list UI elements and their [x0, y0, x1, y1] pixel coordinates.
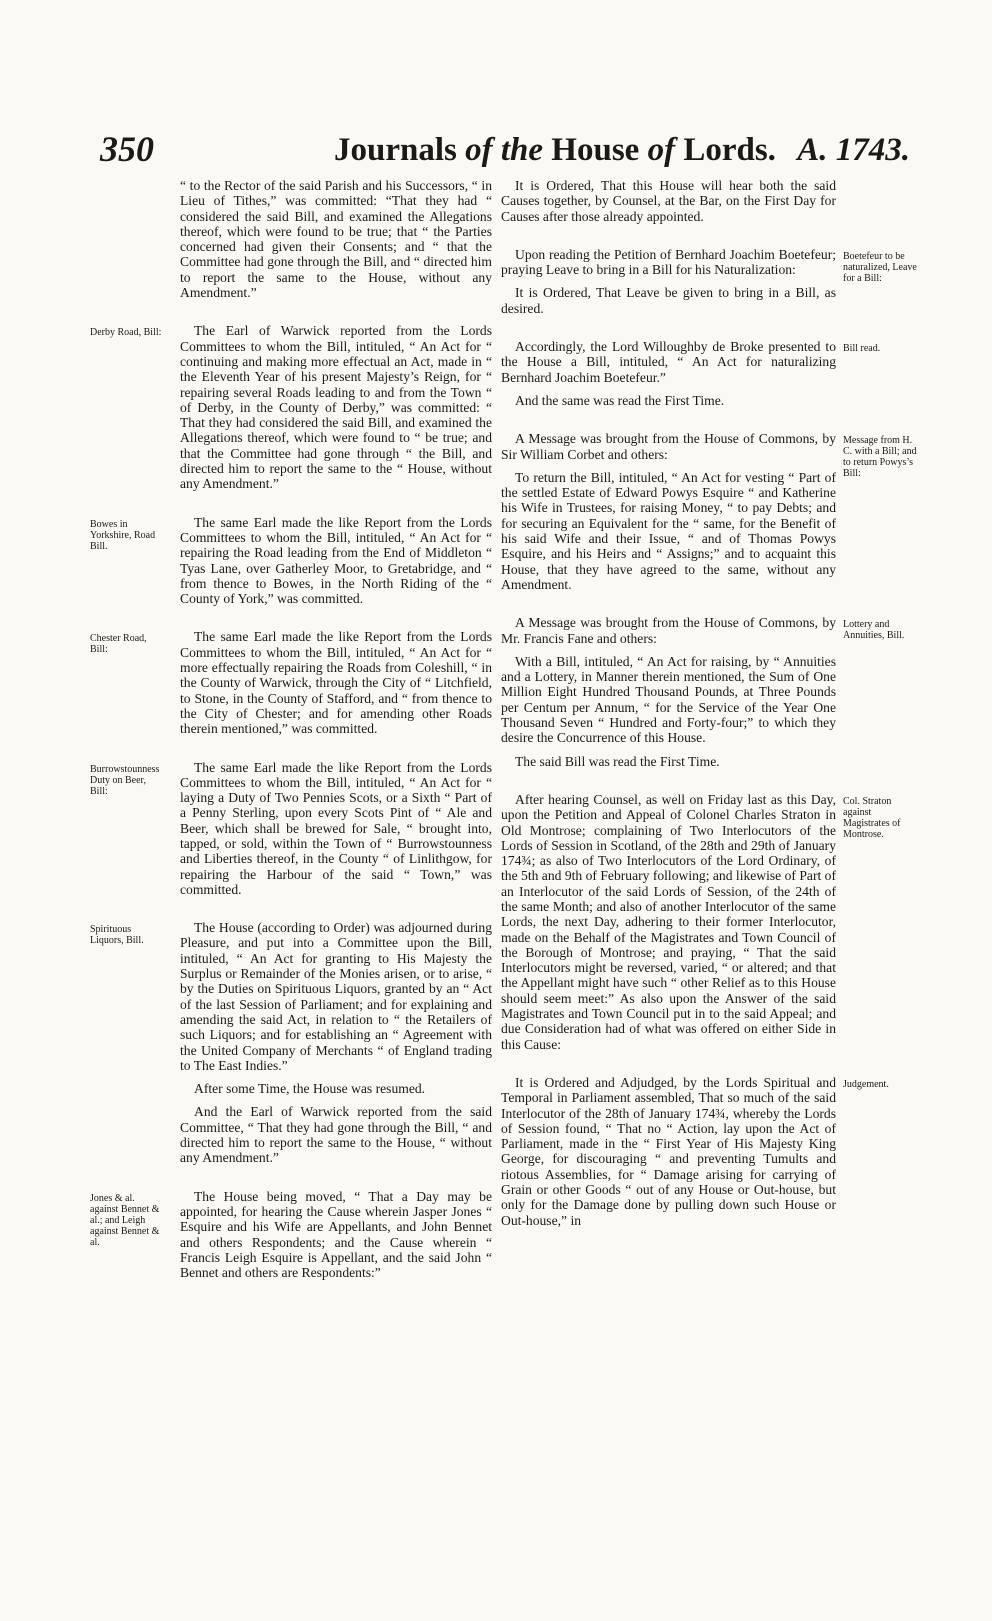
entry-paragraph: To return the Bill, intituled, “ An Act for vesting “ Part of the settled Estate of Edward Powys Esquire “ and Katherine his Wife in Trustees, for raising Money, “ to pay Debts; and for securing an Equivalent for the “ same, for the Benefit of his said Wife and their Issue, “ and of Thomas Powys Esquire, and his Heirs and “ Assigns;” and to acquaint this House, that they have agreed to the same, without any Amendment.	[501, 469, 836, 592]
entry-paragraph: The same Earl made the like Report from the Lords Committees to whom the Bill, intituled, “ An Act for “ more effectually repairing the Roads from Coleshill, “ in the County of Warwick, through the City of “ Litchfield, to Stone, in the County of Stafford, and “ from thence to the City of Chester; and for amending other Roads therein mentioned,” was committed.	[180, 629, 492, 737]
journal-entry	[501, 615, 905, 769]
entry-paragraph: The Earl of Warwick reported from the Lords Committees to whom the Bill, intituled, “ An Act for “ continuing and making more effectual an Act, made in “ the Eleventh Year of his present Majesty’s Reign, for “ repairing several Roads leading to and from the Town “ of Derby, in the County of Derby,” was committed: “ That they had considered the said Bill, and examined the Allegations thereof, which were found to “ be true; and that the Committee had gone through “ the Bill, and directed him to report the same to the “ House, without any Amendment.”	[180, 323, 492, 492]
entry-paragraph: A Message was brought from the House of Commons, by Sir William Corbet and others:	[501, 431, 836, 462]
margin-note: Bowes in Yorkshire, Road Bill.	[90, 518, 156, 552]
entry-paragraph: The same Earl made the like Report from the Lords Committees to whom the Bill, intituled, “ An Act for “ repairing the Road leading from the End of Middleton “ Tyas Lane, over Gatherley Moor, to Gretabridge, and “ from thence to Bowes, in the North Riding of the “ County of York,” was committed.	[180, 514, 492, 607]
journal-entry	[90, 759, 492, 898]
right-column	[501, 178, 917, 1251]
entry-paragraph: And the Earl of Warwick reported from the said Committee, “ That they had gone through the Bill, “ and directed him to report the same to the House, “ without any Amendment.”	[180, 1104, 492, 1166]
margin-note: Burrowstounness Duty on Beer, Bill:	[90, 763, 160, 797]
journal-entry	[90, 323, 492, 492]
page-number: 350	[100, 129, 154, 169]
margin-note: Chester Road, Bill:	[90, 633, 147, 656]
entry-paragraph: The House being moved, “ That a Day may be appointed, for hearing the Cause wherein Jasper Jones “ Esquire and his Wife are Appellants, and John Bennet and others Respondents; and the Cause wherein “ Francis Leigh Esquire is Appellant, and the said John “ Bennet and others are Respondents:”	[180, 1188, 492, 1281]
entry-paragraph: It is Ordered and Adjudged, by the Lords Spiritual and Temporal in Parliament assembled, That so much of the said Interlocutor of the 28th of January 174¾, whereby the Lords of Session found, “ That no “ Action, lay upon the Act of Parliament, made in the “ First Year of His Majesty King George, for discouraging “ and preventing Tumults and riotous Assemblies, for “ Damage arising for carrying of Grain or other Goods “ out of any House or Out-house, but only for the Damage done by pulling down such House or Out-house,” in	[501, 1074, 836, 1228]
journal-entry	[90, 629, 492, 737]
entry-paragraph: Upon reading the Petition of Bernhard Joachim Boetefeur; praying Leave to bring in a Bill for his Naturalization:	[501, 246, 836, 278]
margin-note: Derby Road, Bill:	[90, 327, 162, 339]
margin-note: Bill read.	[843, 343, 881, 355]
margin-note: Judgement.	[843, 1078, 889, 1090]
journal-entry	[180, 178, 492, 300]
entry-paragraph: It is Ordered, That Leave be given to bring in a Bill, as desired.	[501, 285, 836, 316]
entry-paragraph: With a Bill, intituled, “ An Act for raising, by “ Annuities and a Lottery, in Manner therein mentioned, the Sum of One Million Eight Hundred Thousand Pounds, at Three Pounds per Centum per Annum, “ for the Service of the Year One Thousand Seven “ Hundred and Forty-four;” to which they desire the Concurrence of this House.	[501, 653, 836, 746]
entry-paragraph: And the same was read the First Time.	[515, 392, 725, 408]
journal-entry	[90, 1188, 492, 1281]
journal-entry	[501, 791, 901, 1052]
entry-paragraph: The same Earl made the like Report from the Lords Committees to whom the Bill, intituled, “ An Act for “ laying a Duty of Two Pennies Scots, or a Sixth “ Part of a Penny Sterling, upon every Scots Pint of “ Ale and Beer, which shall be brewed for Sale, “ brought into, tapped, or sold, within the Town of “ Burrowstounness and Liberties thereof, in the County “ of Linlithgow, for repairing the Harbour of the said “ Town,” was committed.	[180, 759, 492, 897]
journal-entry	[90, 920, 492, 1166]
margin-note: Boetefeur to be naturalized, Leave for a Bill:	[843, 250, 917, 284]
journal-entry	[501, 246, 917, 316]
margin-note: Col. Straton against Magistrates of Montrose.	[843, 795, 901, 840]
margin-note: Jones & al. against Bennet & al.; and Leigh against Bennet & al.	[90, 1192, 160, 1248]
journal-entry	[501, 1074, 889, 1228]
entry-paragraph: A Message was brought from the House of Commons, by Mr. Francis Fane and others:	[501, 615, 836, 646]
entry-paragraph: After some Time, the House was resumed.	[194, 1081, 426, 1097]
margin-note: Lottery and Annuities, Bill.	[843, 619, 905, 642]
entry-paragraph: The House (according to Order) was adjourned during Pleasure, and put into a Committee upon the Bill, intituled, “ An Act for granting to His Majesty the Surplus or Remainder of the Monies arisen, or to arise, “ by the Duties on Spirituous Liquors, granted by an “ Act of the last Session of Parliament; and for explaining and amending the said Act, in relation to “ the Retailers of such Liquors; and for establishing an “ Agreement with the United Company of Merchants “ of England trading to The East Indies.”	[180, 920, 492, 1073]
page-header	[100, 128, 910, 178]
entry-paragraph: After hearing Counsel, as well on Friday last as this Day, upon the Petition and Appeal of Colonel Charles Straton in Old Montrose; complaining of Two Interlocutors of the Lords of Session in Scotland, of the 28th and 29th of January 174¾; as also of Two Interlocutors of the Lord Ordinary, of the 5th and 9th of February following; and likewise of Part of an Interlocutor of the said Lords of Session, of the 24th of the same Month; and also of another Interlocutor of the same Lords, the next Day, adhering to their former Interlocutor, made on the Behalf of the Magistrates and Town Council of the Borough of Montrose; and praying, “ That the said Interlocutors might be reversed, varied, “ or altered; and that the Appellant might have such “ other Relief as to this House should seem meet:” As also upon the Answer of the said Magistrates and Town Council put in to the said Appeal; and due Consideration had of what was offered on either Side in this Cause:	[501, 791, 836, 1052]
margin-note: Message from H. C. with a Bill; and to return Powys’s Bill:	[843, 435, 917, 480]
journal-entry	[501, 178, 836, 224]
journal-entry	[501, 431, 917, 592]
entry-paragraph: The said Bill was read the First Time.	[515, 753, 720, 769]
running-title: Journals of the House of Lords.	[334, 132, 776, 168]
entry-paragraph: “ to the Rector of the said Parish and his Successors, “ in Lieu of Tithes,” was committed: “That they had “ considered the said Bill, and examined the Allegations thereof, which were found to be true; that “ the Parties concerned had given their Consents; and “ that the Committee had gone through the Bill, and “ directed him to report the same to the House, without any Amendment.”	[180, 178, 492, 301]
margin-note: Spirituous Liquors, Bill.	[90, 924, 144, 947]
left-column	[90, 178, 492, 1303]
journal-entry	[90, 514, 492, 607]
entry-paragraph: Accordingly, the Lord Willoughby de Broke presented to the House a Bill, intituled, “ An Act for naturalizing Bernhard Joachim Boetefeur.”	[501, 339, 836, 385]
entry-paragraph: It is Ordered, That this House will hear both the said Causes together, by Counsel, at the Bar, on the First Day for Causes after those already appointed.	[501, 178, 836, 224]
journal-entry	[501, 339, 881, 408]
year-label: A. 1743.	[797, 132, 910, 168]
